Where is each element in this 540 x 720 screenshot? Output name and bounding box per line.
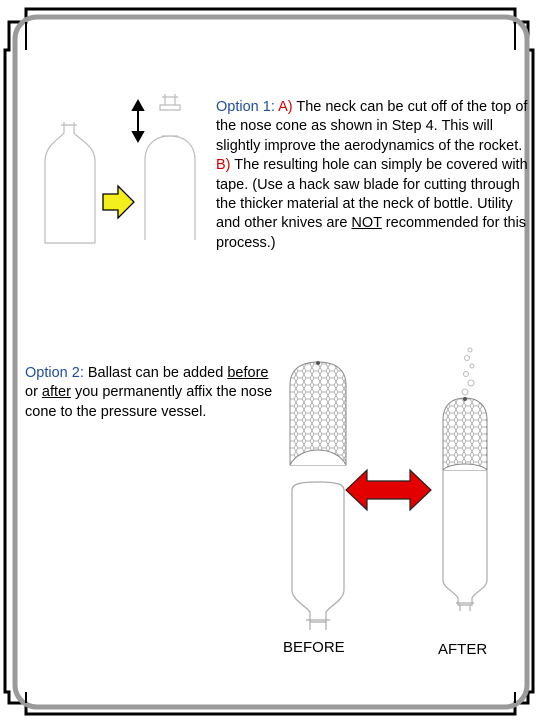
option-2-label: Option 2: [25, 365, 84, 381]
option-1-label: Option 1: [216, 99, 275, 115]
option-2-text [25, 364, 285, 422]
option-2-or-word: or [25, 384, 42, 401]
option-2-text-2: you permanently affix the nose cone to the pressure vessel. [25, 384, 273, 420]
option-1-text [216, 98, 534, 253]
bottle-with-neck [45, 122, 95, 243]
option-1-emphasis: NOT [351, 215, 382, 232]
option-2-text-1: Ballast can be added [83, 365, 228, 381]
vertical-double-arrow-icon [133, 101, 143, 141]
option-1-text-b: The resulting hole can simply be covered with tape. (Use a hack saw blade for cutting through the thicker material at the neck of bottle. Utility and other knives are [216, 157, 528, 232]
option-2-after-word: after [41, 384, 71, 401]
cut-nose-cone [145, 136, 195, 240]
before-pressure-vessel [292, 482, 344, 630]
after-caption: AFTER [438, 641, 488, 658]
double-arrow-icon [346, 470, 431, 510]
option-1-part-a: A) [278, 99, 293, 115]
before-caption: BEFORE [283, 639, 345, 656]
after-bubbles [462, 348, 474, 395]
cut-neck-piece [160, 94, 180, 110]
right-arrow-icon [103, 186, 134, 218]
option-1-part-b: B) [216, 157, 231, 174]
option-2-before-word: before [227, 365, 269, 381]
after-rocket [443, 397, 487, 611]
before-nose-cone [290, 361, 346, 465]
option-1-text-end: recommended for this process.) [216, 215, 527, 251]
option-1-text-a: The neck can be cut off of the top of the nose cone as shown in Step 4. This will slightly improve the aerodynamics of the rocket. [216, 99, 528, 154]
